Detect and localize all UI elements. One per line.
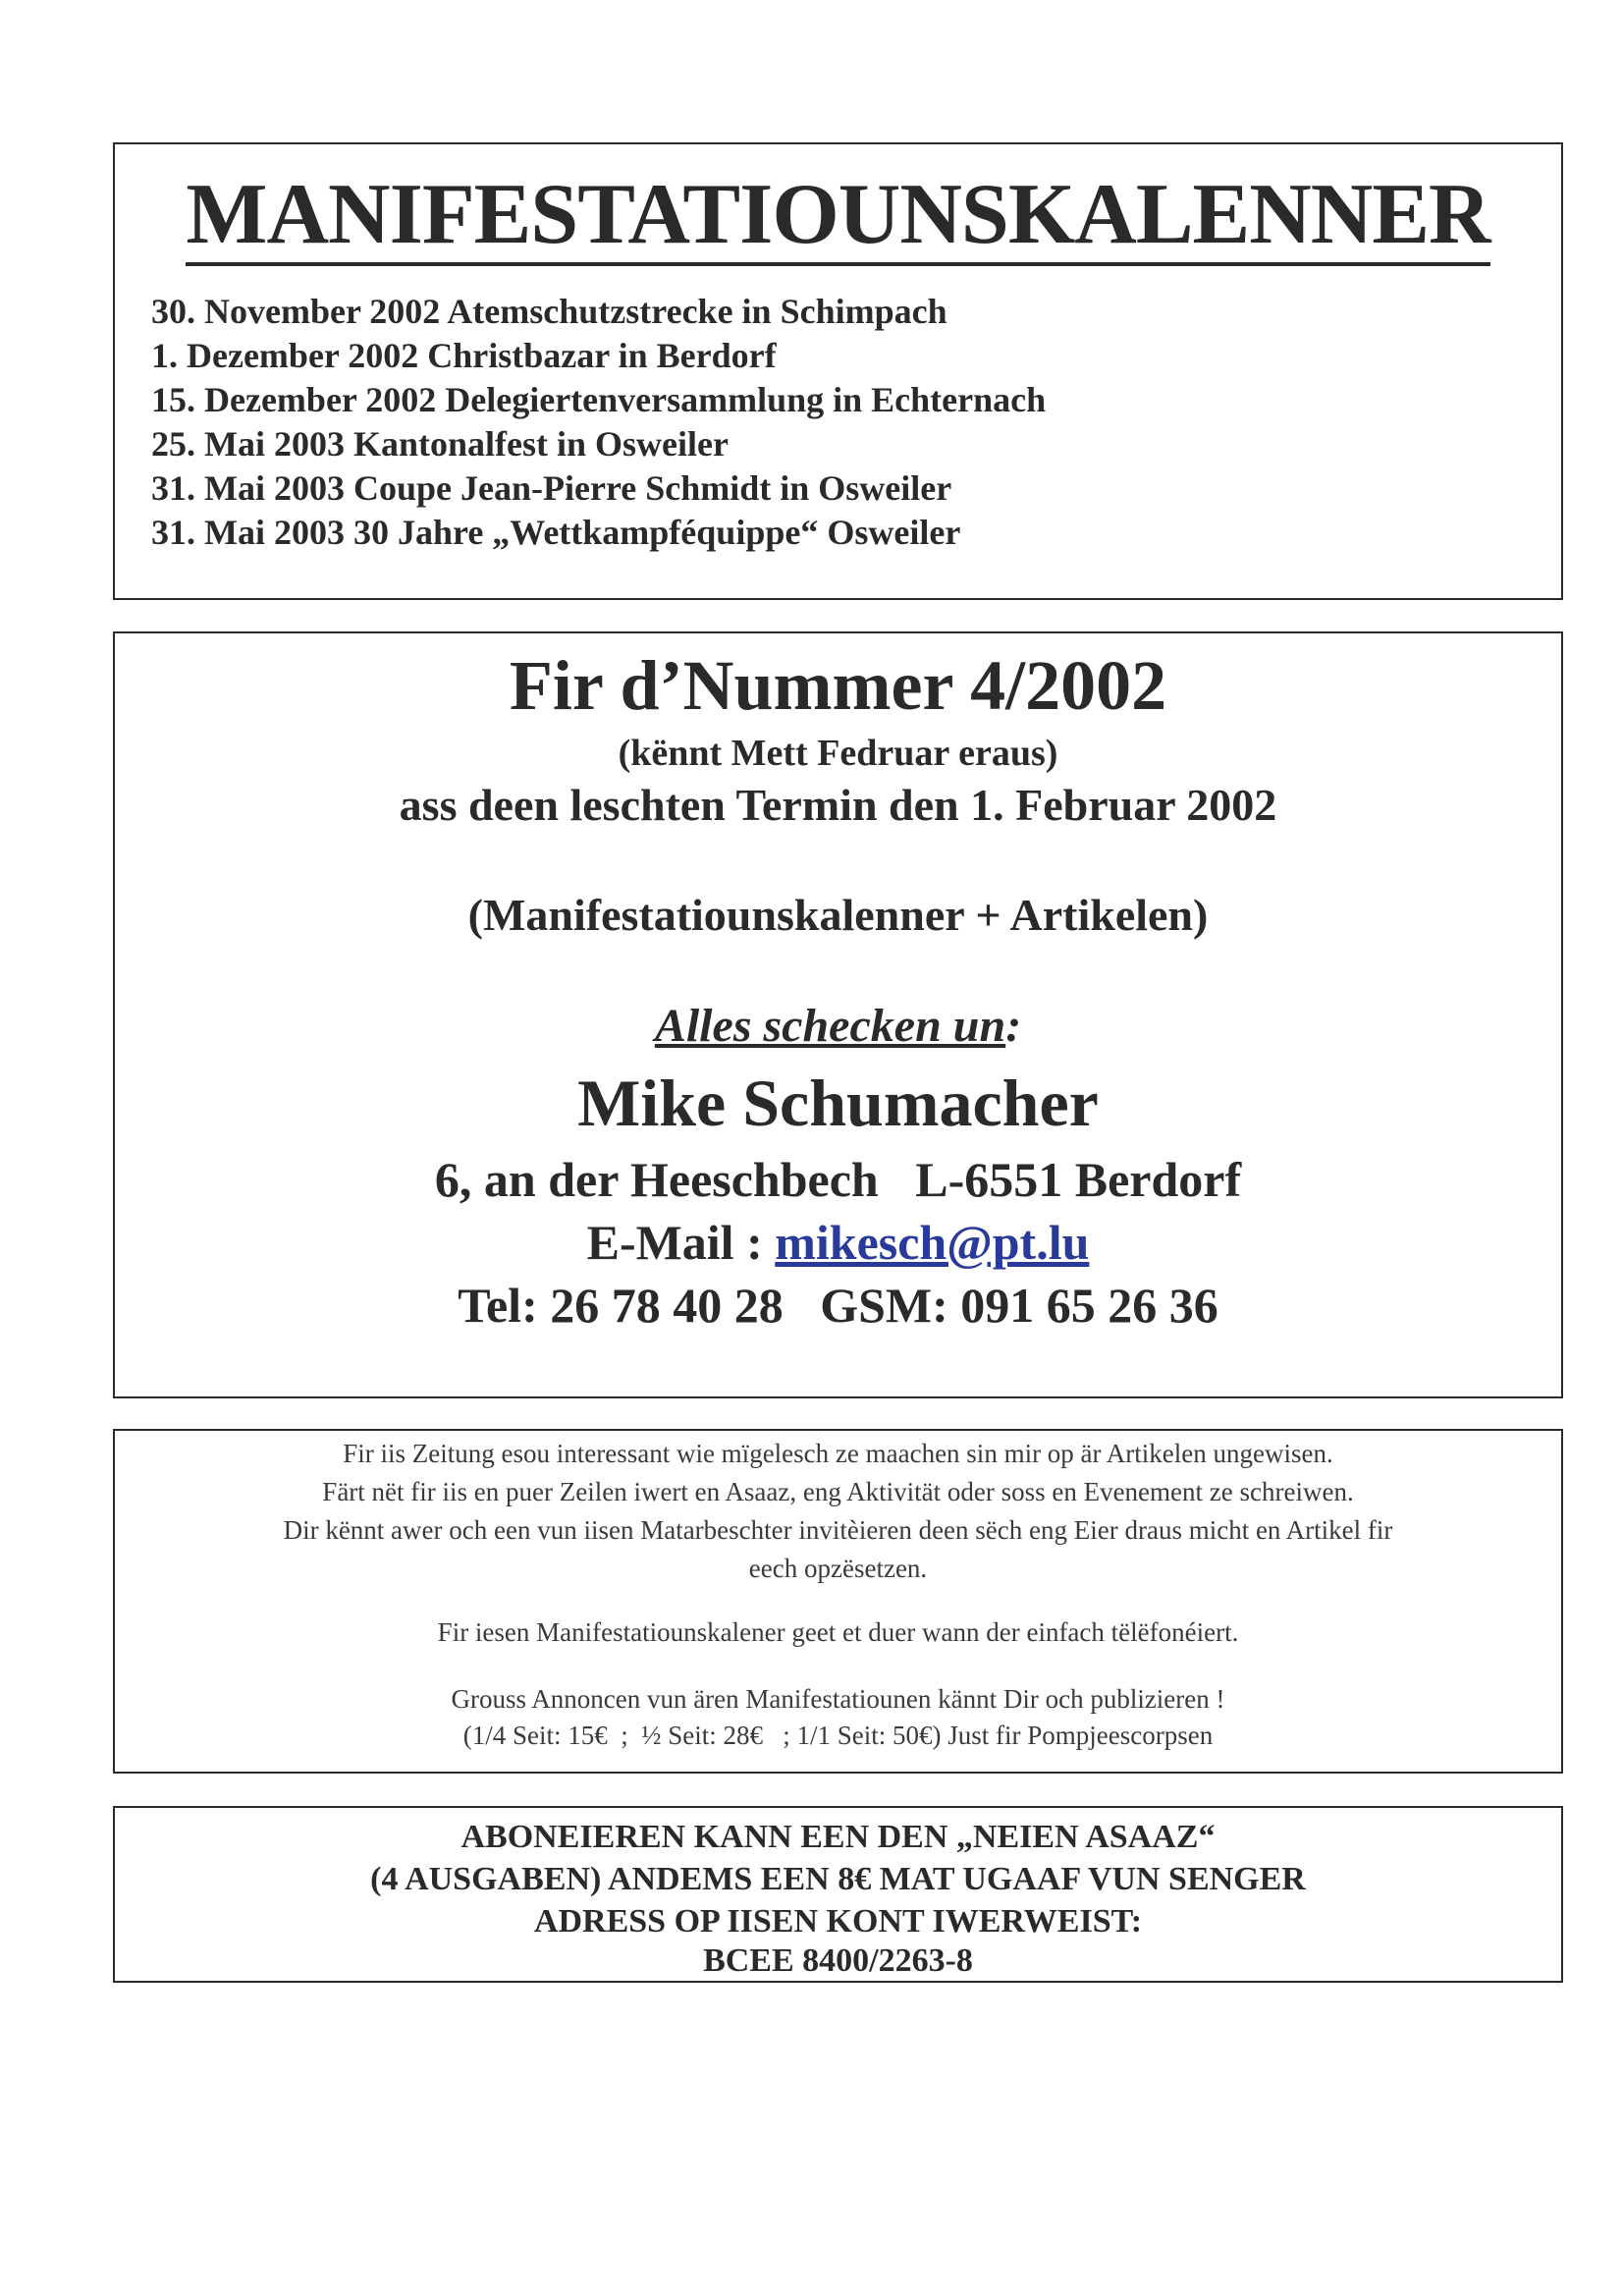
appeal-line: Grouss Annoncen vun ären Manifestatiounen kännt Dir och publizieren ! — [451, 1684, 1225, 1714]
send-to-label: Alles schecken un — [654, 1000, 1006, 1052]
appeal-line: Fir iesen Manifestatiounskalener geet et duer wann der einfach tëlëfonéiert. — [437, 1617, 1239, 1647]
appeal-line: Färt nët fir iis en puer Zeilen iwert en Asaaz, eng Aktivität oder soss en Evenement ze schreiwen. — [322, 1477, 1354, 1506]
contact-phone: Tel: 26 78 40 28 GSM: 091 65 26 36 — [458, 1278, 1218, 1333]
appeal-line: eech opzësetzen. — [748, 1554, 928, 1583]
calendar-title-text: MANIFESTATIOUNSKALENNER — [186, 167, 1489, 266]
calendar-title — [115, 166, 1561, 264]
event-list — [151, 290, 1046, 555]
next-issue-box — [113, 631, 1563, 1398]
subscribe-line: (4 AUSGABEN) ANDEMS EEN 8€ MAT UGAAF VUN SENGER — [370, 1861, 1306, 1897]
subscribe-line: ABONEIEREN KANN EEN DEN „NEIEN ASAAZ“ — [460, 1819, 1216, 1855]
event-item: 31. Mai 2003 Coupe Jean-Pierre Schmidt in Osweiler — [151, 468, 952, 508]
contact-email-line — [115, 1211, 1561, 1274]
event-item: 31. Mai 2003 30 Jahre „Wettkampféquippe“ Osweiler — [151, 513, 961, 552]
send-to-heading — [115, 997, 1561, 1056]
appeal-box — [113, 1429, 1563, 1774]
issue-topics: (Manifestatiounskalenner + Artikelen) — [467, 890, 1209, 940]
subscribe-line: BCEE 8400/2263-8 — [703, 1942, 973, 1979]
event-item: 30. November 2002 Atemschutzstrecke in Schimpach — [151, 292, 947, 331]
email-label: E-Mail : — [586, 1215, 776, 1270]
subscribe-line: ADRESS OP IISEN KONT IWERWEIST: — [533, 1903, 1143, 1940]
event-item: 15. Dezember 2002 Delegiertenversammlung in Echternach — [151, 380, 1047, 419]
contact-name: Mike Schumacher — [577, 1066, 1099, 1140]
issue-deadline: ass deen leschten Termin den 1. Februar 2002 — [399, 780, 1277, 830]
appeal-line: (1/4 Seit: 15€ ; ½ Seit: 28€ ; 1/1 Seit: 50€) Just fir Pompjeescorpsen — [462, 1721, 1214, 1750]
issue-title: Fir d’Nummer 4/2002 — [509, 646, 1167, 725]
subscribe-box — [113, 1806, 1563, 1983]
issue-subtitle: (kënnt Mett Fedruar eraus) — [618, 733, 1058, 774]
email-link[interactable]: mikesch@pt.lu — [775, 1215, 1090, 1270]
appeal-line: Fir iis Zeitung esou interessant wie mïgelesch ze maachen sin mir op är Artikelen ungewisen. — [343, 1439, 1333, 1468]
event-item: 25. Mai 2003 Kantonalfest in Osweiler — [151, 424, 729, 464]
event-item: 1. Dezember 2002 Christbazar in Berdorf — [151, 336, 777, 375]
calendar-box — [113, 142, 1563, 600]
send-to-colon: : — [1005, 1000, 1022, 1052]
contact-address: 6, an der Heeschbech L-6551 Berdorf — [434, 1152, 1242, 1207]
appeal-line: Dir kënnt awer och een vun iisen Matarbeschter invitèieren deen sëch eng Eier draus micht en Artikel fir — [283, 1515, 1393, 1545]
